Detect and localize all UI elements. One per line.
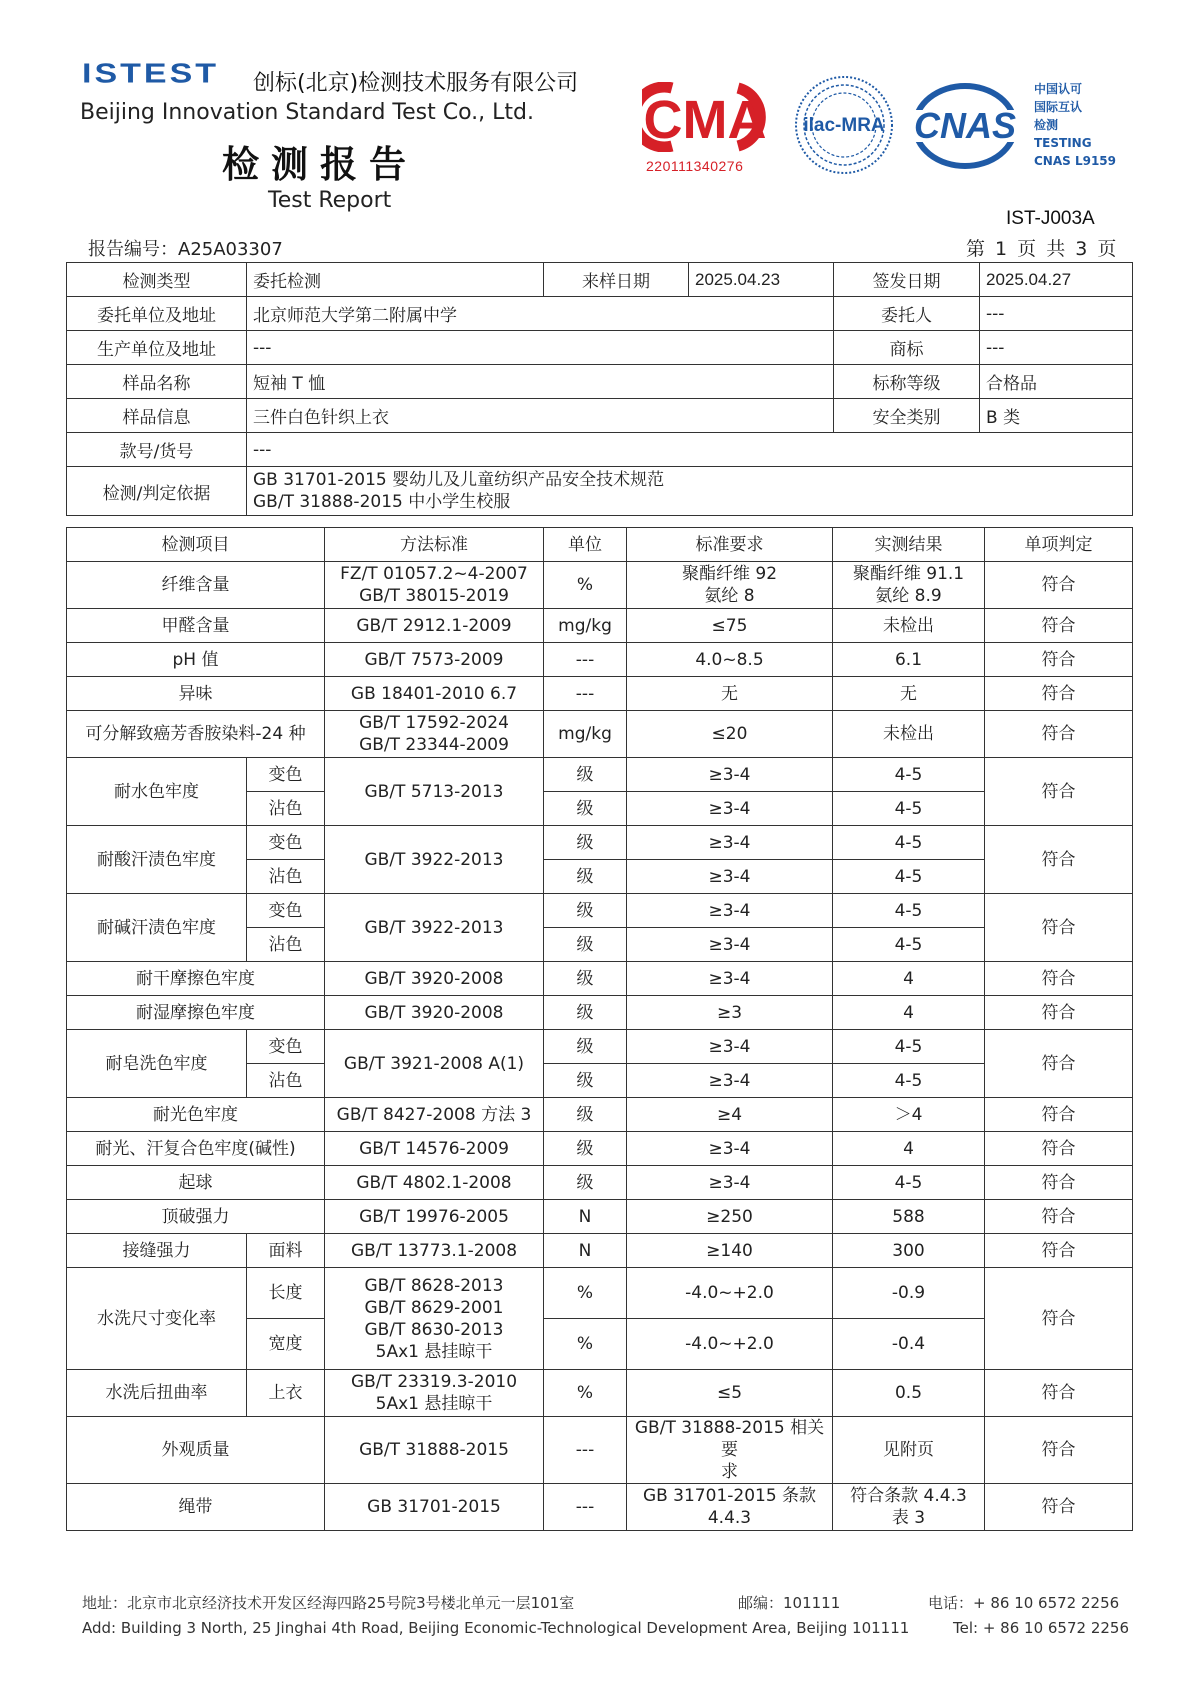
test-item: 耐碱汗渍色牢度 — [67, 894, 247, 962]
test-requirement: ≤20 — [627, 711, 833, 758]
test-result: 4-5 — [833, 860, 985, 894]
test-method: GB/T 2912.1-2009 — [325, 609, 544, 643]
test-unit: --- — [544, 1417, 627, 1484]
cell-line: GB/T 8629-2001 — [364, 1297, 504, 1318]
test-subitem: 沾色 — [247, 928, 325, 962]
table-row — [67, 677, 1133, 711]
table-row — [67, 263, 1133, 297]
test-method — [325, 562, 544, 609]
test-unit: % — [544, 562, 627, 609]
test-verdict: 符合 — [985, 1268, 1133, 1370]
test-verdict: 符合 — [985, 962, 1133, 996]
cell-line: FZ/T 01057.2~4-2007 — [340, 564, 528, 584]
test-result: 300 — [833, 1234, 985, 1268]
info-value: 合格品 — [980, 365, 1133, 399]
table-row — [67, 1166, 1133, 1200]
info-value: 三件白色针织上衣 — [247, 399, 834, 433]
cell-line: GB/T 23344-2009 — [359, 735, 509, 755]
test-verdict: 符合 — [985, 1234, 1133, 1268]
cell-line: GB/T 31888-2015 相关要 — [634, 1418, 825, 1460]
table-row — [67, 1484, 1133, 1531]
test-verdict: 符合 — [985, 677, 1133, 711]
test-subitem: 变色 — [247, 758, 325, 792]
test-requirement: 4.0~8.5 — [627, 643, 833, 677]
report-number: 报告编号：A25A03307 — [88, 239, 283, 260]
istest-logo: ISTEST — [82, 58, 220, 90]
ilac-logo-text: ilac-MRA — [803, 115, 885, 136]
info-value: --- — [980, 297, 1133, 331]
table-row — [67, 1268, 1133, 1319]
test-requirement: ≤5 — [627, 1370, 833, 1417]
test-requirement: -4.0~+2.0 — [627, 1268, 833, 1319]
standard-basis-line: GB 31701-2015 婴幼儿及儿童纺织产品安全技术规范 — [253, 470, 665, 490]
table-row — [67, 609, 1133, 643]
info-label: 委托人 — [834, 297, 980, 331]
test-verdict: 符合 — [985, 996, 1133, 1030]
cma-logo-text: CMA — [643, 90, 767, 150]
test-unit: 级 — [544, 792, 627, 826]
cell-line: 聚酯纤维 91.1 — [852, 564, 965, 584]
info-value: 2025.04.27 — [980, 263, 1133, 297]
test-result: 4-5 — [833, 1064, 985, 1098]
table-row — [67, 1132, 1133, 1166]
test-unit: 级 — [544, 1132, 627, 1166]
test-verdict: 符合 — [985, 562, 1133, 609]
table-row — [67, 1234, 1133, 1268]
test-requirement: ≥3-4 — [627, 928, 833, 962]
test-item: 顶破强力 — [67, 1200, 325, 1234]
cell-line: 4.4.3 — [707, 1508, 752, 1528]
footer-phone-cn: 电话：+ 86 10 6572 2256 — [928, 1594, 1120, 1612]
info-label: 来样日期 — [544, 263, 689, 297]
report-form-code: IST-J003A — [1006, 208, 1095, 229]
test-verdict: 符合 — [985, 1370, 1133, 1417]
test-result: 4 — [833, 1132, 985, 1166]
test-item: 起球 — [67, 1166, 325, 1200]
test-method — [325, 1370, 544, 1417]
test-subitem: 宽度 — [247, 1319, 325, 1370]
test-verdict: 符合 — [985, 1200, 1133, 1234]
table-row — [67, 399, 1133, 433]
table-row — [67, 331, 1133, 365]
test-requirement: ≥140 — [627, 1234, 833, 1268]
test-method: GB/T 3922-2013 — [325, 894, 544, 962]
table-row — [67, 1200, 1133, 1234]
test-result: 符合条款 4.4.3 表 3 — [833, 1484, 985, 1531]
test-item: 可分解致癌芳香胺染料-24 种 — [67, 711, 325, 758]
table-row — [67, 758, 1133, 792]
test-item: 水洗尺寸变化率 — [67, 1268, 247, 1370]
test-verdict: 符合 — [985, 1132, 1133, 1166]
test-method: GB/T 5713-2013 — [325, 758, 544, 826]
info-value: --- — [247, 433, 1133, 467]
test-verdict: 符合 — [985, 1484, 1133, 1531]
test-unit: --- — [544, 677, 627, 711]
test-requirement: ≥3-4 — [627, 1064, 833, 1098]
test-method: GB/T 14576-2009 — [325, 1132, 544, 1166]
test-subitem: 沾色 — [247, 860, 325, 894]
table-row — [67, 894, 1133, 928]
test-item: 耐酸汗渍色牢度 — [67, 826, 247, 894]
test-requirement — [627, 562, 833, 609]
cell-line: GB/T 8628-2013 — [364, 1275, 504, 1296]
test-requirement: ≥3 — [627, 996, 833, 1030]
test-requirement: ≥3-4 — [627, 826, 833, 860]
standard-basis-line: GB/T 31888-2015 中小学生校服 — [253, 492, 511, 512]
test-result — [833, 562, 985, 609]
test-method — [325, 1268, 544, 1370]
footer-phone-en: Tel: + 86 10 6572 2256 — [953, 1619, 1129, 1637]
test-verdict: 符合 — [985, 758, 1133, 826]
table-row — [67, 996, 1133, 1030]
test-verdict: 符合 — [985, 1417, 1133, 1484]
test-result: 4-5 — [833, 928, 985, 962]
test-subitem: 变色 — [247, 1030, 325, 1064]
test-method — [325, 711, 544, 758]
test-unit: 级 — [544, 1166, 627, 1200]
test-result: 0.5 — [833, 1370, 985, 1417]
test-requirement — [627, 1484, 833, 1531]
test-result: 4-5 — [833, 758, 985, 792]
test-unit: --- — [544, 1484, 627, 1531]
test-subitem: 长度 — [247, 1268, 325, 1319]
test-unit: 级 — [544, 1030, 627, 1064]
test-requirement: -4.0~+2.0 — [627, 1319, 833, 1370]
test-unit: 级 — [544, 894, 627, 928]
test-result: 588 — [833, 1200, 985, 1234]
info-value: 2025.04.23 — [689, 263, 834, 297]
test-unit: 级 — [544, 962, 627, 996]
test-unit: % — [544, 1268, 627, 1319]
cnas-line: 中国认可 — [1034, 82, 1083, 96]
cnas-logo — [910, 82, 1020, 170]
column-header: 标准要求 — [627, 528, 833, 562]
test-unit: 级 — [544, 1098, 627, 1132]
info-label: 检测类型 — [67, 263, 247, 297]
test-item: 接缝强力 — [67, 1234, 247, 1268]
test-result: 未检出 — [833, 609, 985, 643]
test-requirement: ≥250 — [627, 1200, 833, 1234]
test-verdict: 符合 — [985, 609, 1133, 643]
test-requirement: ≥3-4 — [627, 792, 833, 826]
column-header: 单位 — [544, 528, 627, 562]
test-results-table — [66, 527, 1133, 1531]
table-row — [67, 467, 1133, 516]
cma-logo — [642, 82, 768, 152]
cell-line: 5Ax1 悬挂晾干 — [375, 1341, 493, 1362]
table-row — [67, 1030, 1133, 1064]
test-result: 6.1 — [833, 643, 985, 677]
test-item: pH 值 — [67, 643, 325, 677]
info-value: 北京师范大学第二附属中学 — [247, 297, 834, 331]
test-result: 见附页 — [833, 1417, 985, 1484]
test-method: GB/T 4802.1-2008 — [325, 1166, 544, 1200]
cnas-line: 国际互认 — [1034, 100, 1083, 114]
test-requirement: ≥3-4 — [627, 894, 833, 928]
cell-line: 聚酯纤维 92 — [681, 564, 778, 584]
test-result: 4-5 — [833, 826, 985, 860]
test-unit: 级 — [544, 826, 627, 860]
info-label: 安全类别 — [834, 399, 980, 433]
test-method: GB 31701-2015 — [325, 1484, 544, 1531]
test-item: 耐光、汗复合色牢度(碱性) — [67, 1132, 325, 1166]
test-requirement — [627, 1417, 833, 1484]
test-unit: 级 — [544, 996, 627, 1030]
test-method: GB/T 19976-2005 — [325, 1200, 544, 1234]
column-header: 检测项目 — [67, 528, 325, 562]
test-unit: % — [544, 1370, 627, 1417]
test-item: 耐水色牢度 — [67, 758, 247, 826]
test-result: 未检出 — [833, 711, 985, 758]
test-unit: N — [544, 1234, 627, 1268]
column-header: 单项判定 — [985, 528, 1133, 562]
test-unit: N — [544, 1200, 627, 1234]
test-method: GB/T 3920-2008 — [325, 962, 544, 996]
test-item: 耐皂洗色牢度 — [67, 1030, 247, 1098]
table-row — [67, 365, 1133, 399]
test-result: 4 — [833, 996, 985, 1030]
info-label: 款号/货号 — [67, 433, 247, 467]
test-verdict: 符合 — [985, 894, 1133, 962]
info-label: 样品名称 — [67, 365, 247, 399]
test-method: GB/T 3921-2008 A(1) — [325, 1030, 544, 1098]
test-subitem: 变色 — [247, 894, 325, 928]
test-unit: mg/kg — [544, 609, 627, 643]
cnas-accreditation-text — [1034, 80, 1116, 170]
test-item: 耐光色牢度 — [67, 1098, 325, 1132]
footer-postcode: 邮编：101111 — [738, 1594, 841, 1612]
test-verdict: 符合 — [985, 643, 1133, 677]
cell-line: GB/T 8630-2013 — [364, 1319, 504, 1340]
test-method: GB/T 13773.1-2008 — [325, 1234, 544, 1268]
test-result: -0.9 — [833, 1268, 985, 1319]
cnas-line: 检测 — [1034, 118, 1059, 132]
test-unit: 级 — [544, 860, 627, 894]
test-verdict: 符合 — [985, 1098, 1133, 1132]
test-method: GB/T 8427-2008 方法 3 — [325, 1098, 544, 1132]
test-unit: 级 — [544, 1064, 627, 1098]
test-requirement: 无 — [627, 677, 833, 711]
test-verdict: 符合 — [985, 1030, 1133, 1098]
test-item: 纤维含量 — [67, 562, 325, 609]
test-item: 甲醛含量 — [67, 609, 325, 643]
cnas-line: TESTING — [1034, 136, 1092, 150]
test-requirement: ≤75 — [627, 609, 833, 643]
cell-line: 氨纶 8.9 — [875, 586, 942, 606]
test-method: GB 18401-2010 6.7 — [325, 677, 544, 711]
test-item: 异味 — [67, 677, 325, 711]
test-requirement: ≥3-4 — [627, 962, 833, 996]
test-unit: % — [544, 1319, 627, 1370]
test-verdict: 符合 — [985, 1166, 1133, 1200]
test-item: 耐干摩擦色牢度 — [67, 962, 325, 996]
test-unit: 级 — [544, 928, 627, 962]
report-title-en: Test Report — [268, 188, 392, 213]
test-subitem: 面料 — [247, 1234, 325, 1268]
info-value: --- — [980, 331, 1133, 365]
info-value — [247, 467, 1133, 516]
test-requirement: ≥3-4 — [627, 758, 833, 792]
info-value: B 类 — [980, 399, 1133, 433]
column-header: 方法标准 — [325, 528, 544, 562]
ilac-mra-logo — [793, 74, 895, 176]
company-name-en: Beijing Innovation Standard Test Co., Ltd. — [80, 100, 534, 125]
test-requirement: ≥3-4 — [627, 1166, 833, 1200]
test-subitem: 沾色 — [247, 792, 325, 826]
info-label: 标称等级 — [834, 365, 980, 399]
table-row — [67, 297, 1133, 331]
test-result: 4-5 — [833, 894, 985, 928]
sample-info-table — [66, 262, 1133, 516]
test-result: -0.4 — [833, 1319, 985, 1370]
cell-line: GB/T 17592-2024 — [359, 713, 509, 733]
test-method: GB/T 31888-2015 — [325, 1417, 544, 1484]
info-label: 生产单位及地址 — [67, 331, 247, 365]
test-method: GB/T 3920-2008 — [325, 996, 544, 1030]
test-result: 4-5 — [833, 792, 985, 826]
cell-line: 氨纶 8 — [704, 586, 755, 606]
cell-line: GB 31701-2015 条款 — [642, 1486, 817, 1506]
table-row — [67, 643, 1133, 677]
cell-line: 求 — [721, 1462, 738, 1482]
info-label: 委托单位及地址 — [67, 297, 247, 331]
cell-line: 5Ax1 悬挂晾干 — [375, 1394, 493, 1414]
cell-line: GB/T 23319.3-2010 — [350, 1372, 518, 1392]
info-value: 短袖 T 恤 — [247, 365, 834, 399]
cell-line: GB/T 38015-2019 — [359, 586, 509, 606]
test-method: GB/T 7573-2009 — [325, 643, 544, 677]
test-unit: 级 — [544, 758, 627, 792]
table-row — [67, 528, 1133, 562]
test-requirement: ≥4 — [627, 1098, 833, 1132]
test-result: 4 — [833, 962, 985, 996]
test-subitem: 变色 — [247, 826, 325, 860]
info-label: 签发日期 — [834, 263, 980, 297]
test-unit: --- — [544, 643, 627, 677]
table-row — [67, 562, 1133, 609]
test-item: 耐湿摩擦色牢度 — [67, 996, 325, 1030]
test-subitem: 上衣 — [247, 1370, 325, 1417]
test-requirement: ≥3-4 — [627, 860, 833, 894]
test-result: 4-5 — [833, 1030, 985, 1064]
footer-address-cn: 地址：北京市北京经济技术开发区经海四路25号院3号楼北单元一层101室 — [82, 1594, 575, 1612]
test-requirement: ≥3-4 — [627, 1030, 833, 1064]
column-header: 实测结果 — [833, 528, 985, 562]
test-unit: mg/kg — [544, 711, 627, 758]
table-row — [67, 711, 1133, 758]
info-label: 样品信息 — [67, 399, 247, 433]
table-row — [67, 826, 1133, 860]
cnas-logo-text: CNAS — [913, 105, 1017, 146]
test-verdict: 符合 — [985, 826, 1133, 894]
page-indicator: 第 1 页 共 3 页 — [966, 238, 1119, 260]
info-label: 检测/判定依据 — [67, 467, 247, 516]
test-requirement: ≥3-4 — [627, 1132, 833, 1166]
table-row — [67, 962, 1133, 996]
test-verdict: 符合 — [985, 711, 1133, 758]
cma-number: 220111340276 — [646, 158, 744, 174]
table-row — [67, 1370, 1133, 1417]
company-name-cn: 创标(北京)检测技术服务有限公司 — [253, 71, 579, 96]
test-result: ＞4 — [833, 1098, 985, 1132]
test-item: 外观质量 — [67, 1417, 325, 1484]
test-method: GB/T 3922-2013 — [325, 826, 544, 894]
test-item: 水洗后扭曲率 — [67, 1370, 247, 1417]
test-result: 无 — [833, 677, 985, 711]
report-title-cn: 检测报告 — [222, 142, 418, 186]
test-item: 绳带 — [67, 1484, 325, 1531]
test-subitem: 沾色 — [247, 1064, 325, 1098]
table-row — [67, 1098, 1133, 1132]
info-value: 委托检测 — [247, 263, 544, 297]
info-label: 商标 — [834, 331, 980, 365]
test-result: 4-5 — [833, 1166, 985, 1200]
cnas-line: CNAS L9159 — [1034, 154, 1117, 168]
table-row — [67, 433, 1133, 467]
footer-address-en: Add: Building 3 North, 25 Jinghai 4th Road, Beijing Economic-Technological Development Area, Beijing 101111 — [82, 1619, 910, 1637]
info-value: --- — [247, 331, 834, 365]
table-row — [67, 1417, 1133, 1484]
